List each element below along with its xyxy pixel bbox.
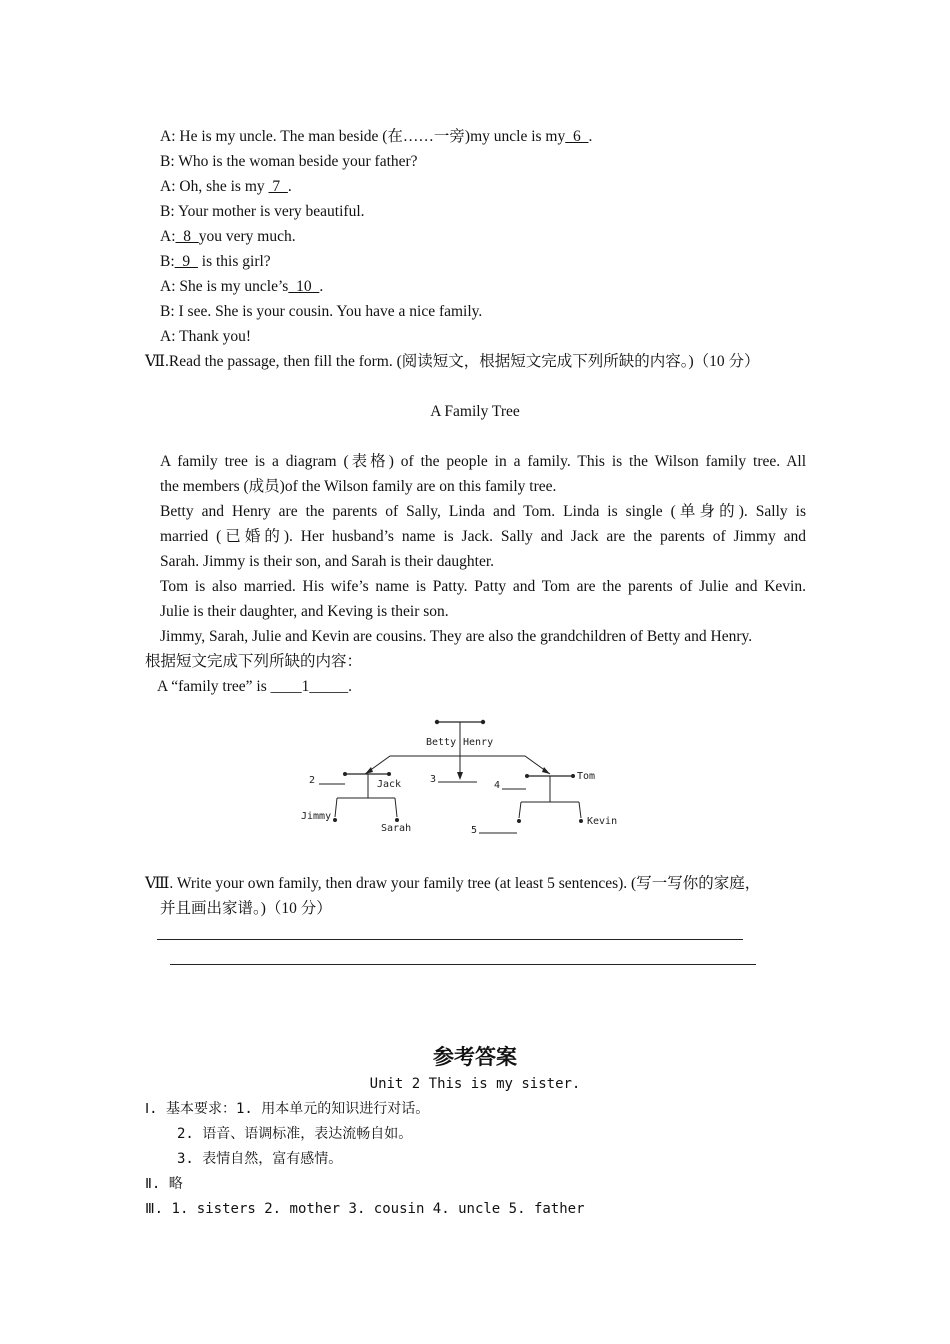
jimmy-label: Jimmy: [301, 811, 332, 822]
family-tree-diagram: [295, 712, 635, 848]
jack-label: Jack: [377, 779, 402, 790]
section-8-heading-cont: 并且画出家谱。)（10 分）: [160, 900, 332, 917]
grandparents-node: [426, 720, 493, 756]
question-1: A “family tree” is ____1_____.: [157, 678, 352, 695]
blank-4-label: 4: [494, 780, 501, 791]
blank-2-label: 2: [309, 775, 316, 786]
tom-label: Tom: [577, 771, 596, 782]
blank-1[interactable]: ____1_____: [270, 678, 349, 695]
passage-line: married (已婚的). Her husband’s name is Jack. Sally and Jack are the parents of Jimmy and: [160, 528, 806, 545]
answers-title: 参考答案: [433, 1045, 517, 1069]
dialogue-line: A: Thank you!: [160, 328, 251, 345]
answer-line: Ⅲ. 1. sisters 2. mother 3. cousin 4. uncle 5. father: [145, 1201, 585, 1217]
dialogue-line: B: Your mother is very beautiful.: [160, 203, 365, 220]
answer-line: Ⅱ. 略: [145, 1176, 183, 1192]
writing-line[interactable]: [157, 939, 743, 940]
answer-line: 3. 表情自然，富有感情。: [177, 1151, 343, 1167]
passage-line: Julie is their daughter, and Keving is their son.: [160, 603, 449, 620]
blank-6[interactable]: 6: [565, 128, 589, 145]
dialogue-line: B: I see. She is your cousin. You have a nice family.: [160, 303, 483, 320]
dialogue-line: A: He is my uncle. The man beside (在……一旁)my uncle is my 6 .: [160, 128, 593, 145]
henry-label: Henry: [463, 737, 494, 748]
passage-line: the members (成员)of the Wilson family are on this family tree.: [160, 478, 557, 495]
betty-label: Betty: [426, 737, 457, 748]
left-couple-node: [301, 772, 411, 834]
passage-line: A family tree is a diagram (表格) of the people in a family. This is the Wilson family tree. All: [160, 453, 806, 470]
right-couple-node: [471, 771, 617, 836]
dialogue-line: A: 8 you very much.: [160, 228, 296, 245]
fill-instruction: 根据短文完成下列所缺的内容：: [145, 653, 363, 670]
passage-line: Tom is also married. His wife’s name is Patty. Patty and Tom are the parents of Julie and Kevin.: [160, 578, 806, 595]
passage-line: Jimmy, Sarah, Julie and Kevin are cousins. They are also the grandchildren of Betty and Henry.: [160, 628, 753, 645]
blank-3-label: 3: [430, 774, 437, 785]
dialogue-line: B: Who is the woman beside your father?: [160, 153, 418, 170]
blank-7[interactable]: 7: [268, 178, 288, 195]
section-8-heading: Ⅷ. Write your own family, then draw your family tree (at least 5 sentences). (写一写你的家庭，: [145, 875, 761, 892]
passage-line: Betty and Henry are the parents of Sally, Linda and Tom. Linda is single (单身的). Sally is: [160, 503, 806, 520]
passage-line: Sarah. Jimmy is their son, and Sarah is their daughter.: [160, 553, 495, 570]
dialogue-line: A: Oh, she is my 7 .: [160, 178, 292, 195]
kevin-label: Kevin: [587, 816, 618, 827]
dialogue-line: A: She is my uncle’s 10 .: [160, 278, 324, 295]
answer-line: Ⅰ. 基本要求：1. 用本单元的知识进行对话。: [145, 1101, 430, 1117]
writing-line[interactable]: [170, 964, 756, 965]
section-7-heading: Ⅶ.Read the passage, then fill the form. (阅读短文，根据短文完成下列所缺的内容。)（10 分）: [145, 353, 760, 370]
blank-8[interactable]: 8: [175, 228, 199, 245]
dialogue-line: B: 9 is this girl?: [160, 253, 271, 270]
passage-title: A Family Tree: [430, 403, 520, 420]
answer-line: 2. 语音、语调标准，表达流畅自如。: [177, 1126, 413, 1142]
answers-subtitle: Unit 2 This is my sister.: [369, 1076, 581, 1092]
sarah-label: Sarah: [381, 823, 412, 834]
blank-5-label: 5: [471, 825, 478, 836]
blank-10[interactable]: 10: [288, 278, 320, 295]
blank-9[interactable]: 9: [174, 253, 198, 270]
